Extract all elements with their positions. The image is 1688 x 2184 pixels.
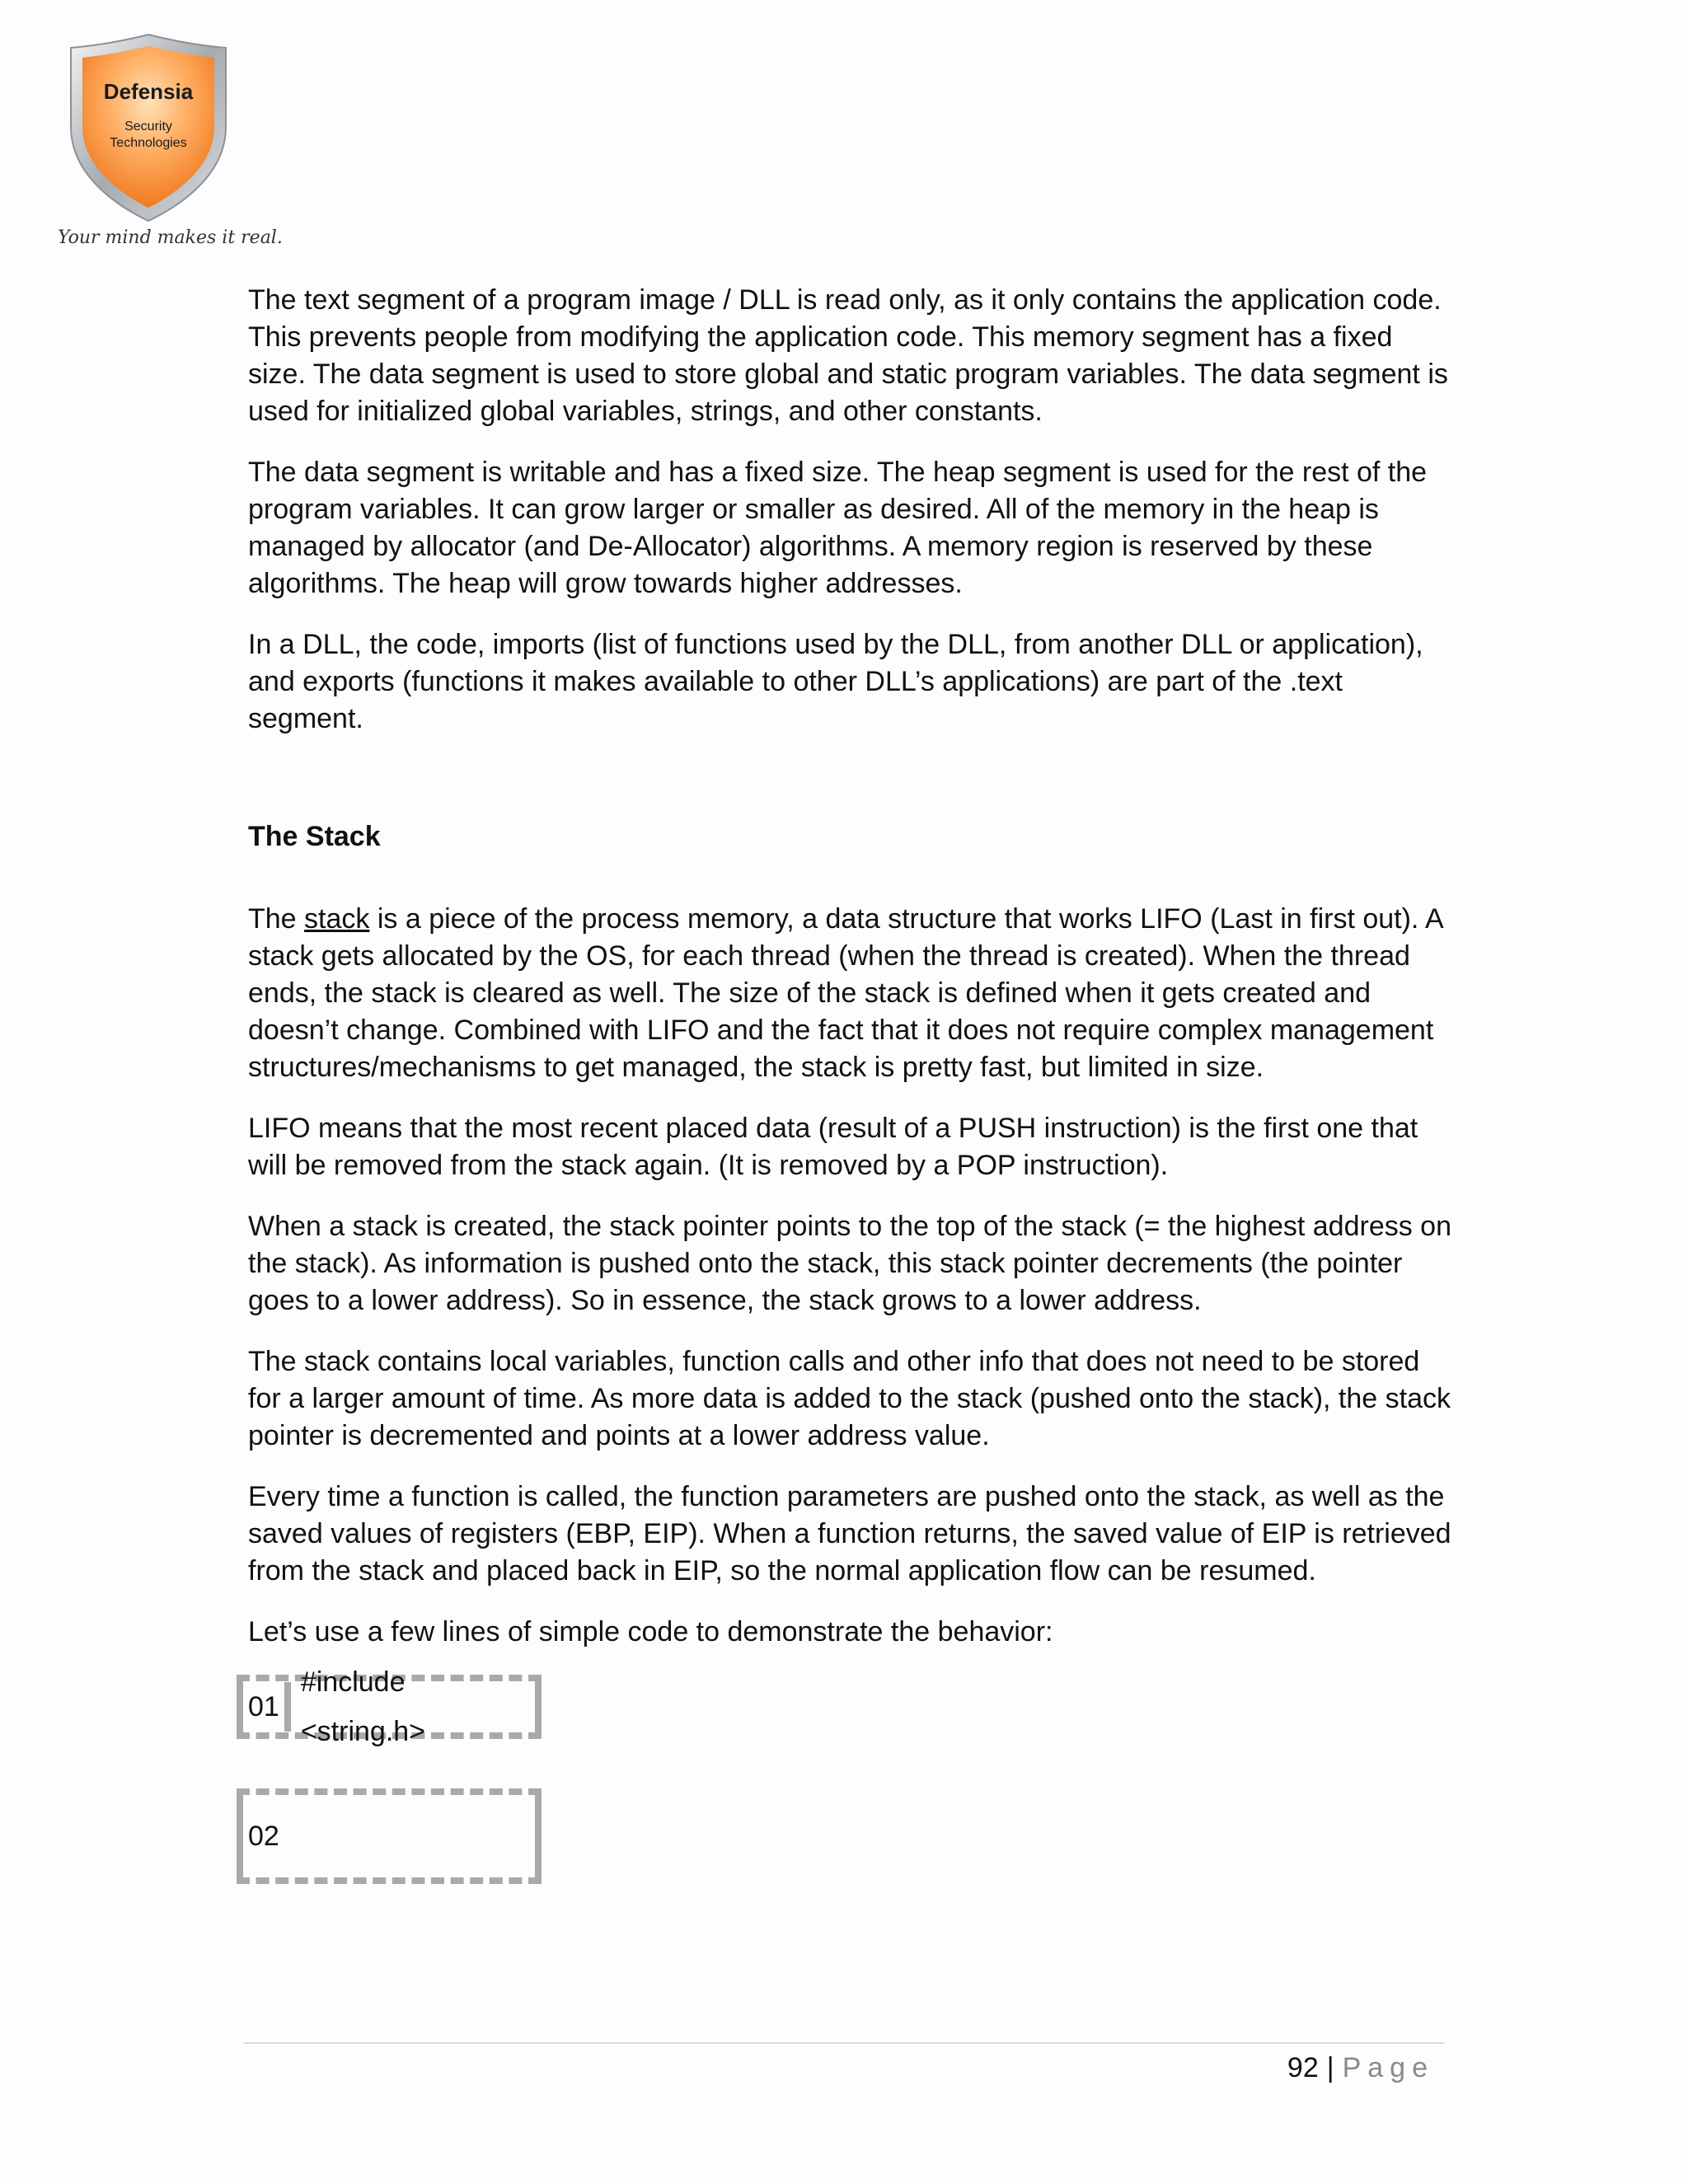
paragraph-text-segment: The text segment of a program image / DLL is read only, as it only contains the application code. This prevents people from modifying the application code. This memory segment has a fixed size. The data segment is used to store global and static program variables. The data segment is used for initialized global variables, strings, and other constants. <box>248 284 1448 427</box>
code-listing <box>248 1666 542 1884</box>
page-number-value: 92 <box>1287 2052 1319 2083</box>
code-line-number: 01 <box>248 1682 291 1732</box>
paragraph-data-segment: The data segment is writable and has a fixed size. The heap segment is used for the rest of the program variables. It can grow larger or smaller as desired. All of the memory in the heap is managed by allocator (and De-Allocator) algorithms. A memory region is reserved by these algorithms. The heap will grow towards higher addresses. <box>248 457 1428 599</box>
page-footer <box>1287 2047 1434 2088</box>
page-content <box>248 282 1451 1933</box>
code-line <box>237 1788 542 1884</box>
paragraph-stack-pointer: When a stack is created, the stack pointer points to the top of the stack (= the highest address on the stack). As information is pushed onto the stack, this stack pointer decrements (the pointer goes to a lower address). So in essence, the stack grows to a lower address. <box>248 1211 1451 1316</box>
company-logo <box>58 30 283 260</box>
logo-brand: Defensia <box>103 79 194 104</box>
logo-line1: Security <box>124 120 172 134</box>
code-line <box>237 1666 542 1747</box>
paragraph-local-variables: The stack contains local variables, function calls and other info that does not need to be stored for a larger amount of time. As more data is added to the stack (pushed onto the stack), the stack pointer is decremented and points at a lower address value. <box>248 1346 1451 1451</box>
logo-line2: Technologies <box>110 136 187 150</box>
code-line-text: #include <string.h> <box>300 1666 426 1747</box>
stack-link[interactable]: stack <box>304 903 370 935</box>
paragraph-function-call: Every time a function is called, the function parameters are pushed onto the stack, as well as the saved values of registers (EBP, EIP). When a function returns, the saved value of EIP is retrieved from the stack and placed back in EIP, so the normal application flow can be resumed. <box>248 1481 1451 1586</box>
page-separator: | <box>1326 2052 1334 2083</box>
logo-tagline: Your mind makes it real. <box>58 227 283 248</box>
code-line-number: 02 <box>248 1821 279 1852</box>
section-heading-stack: The Stack <box>248 821 381 852</box>
stack-intro-prefix: The <box>248 903 305 935</box>
page-label: Page <box>1342 2052 1434 2083</box>
shield-logo-icon <box>58 30 239 227</box>
paragraph-dll: In a DLL, the code, imports (list of functions used by the DLL, from another DLL or application), and exports (functions it makes available to other DLL’s applications) are part of the .text segment. <box>248 629 1423 734</box>
paragraph-lifo: LIFO means that the most recent placed data (result of a PUSH instruction) is the first one that will be removed from the stack again. (It is removed by a POP instruction). <box>248 1113 1418 1181</box>
stack-intro-body: is a piece of the process memory, a data structure that works LIFO (Last in first out). A stack gets allocated by the OS, for each thread (when the thread is created). When the thread ends, the stack is cleared as well. The size of the stack is defined when it gets created and doesn’t change. Combined with LIFO and the fact that it does not require complex management structures/mechanisms to get managed, the stack is pretty fast, but limited in size. <box>248 903 1442 1083</box>
paragraph-demo-intro: Let’s use a few lines of simple code to demonstrate the behavior: <box>248 1616 1053 1647</box>
footer-divider <box>244 2042 1444 2044</box>
paragraph-stack-intro <box>248 901 1451 1086</box>
